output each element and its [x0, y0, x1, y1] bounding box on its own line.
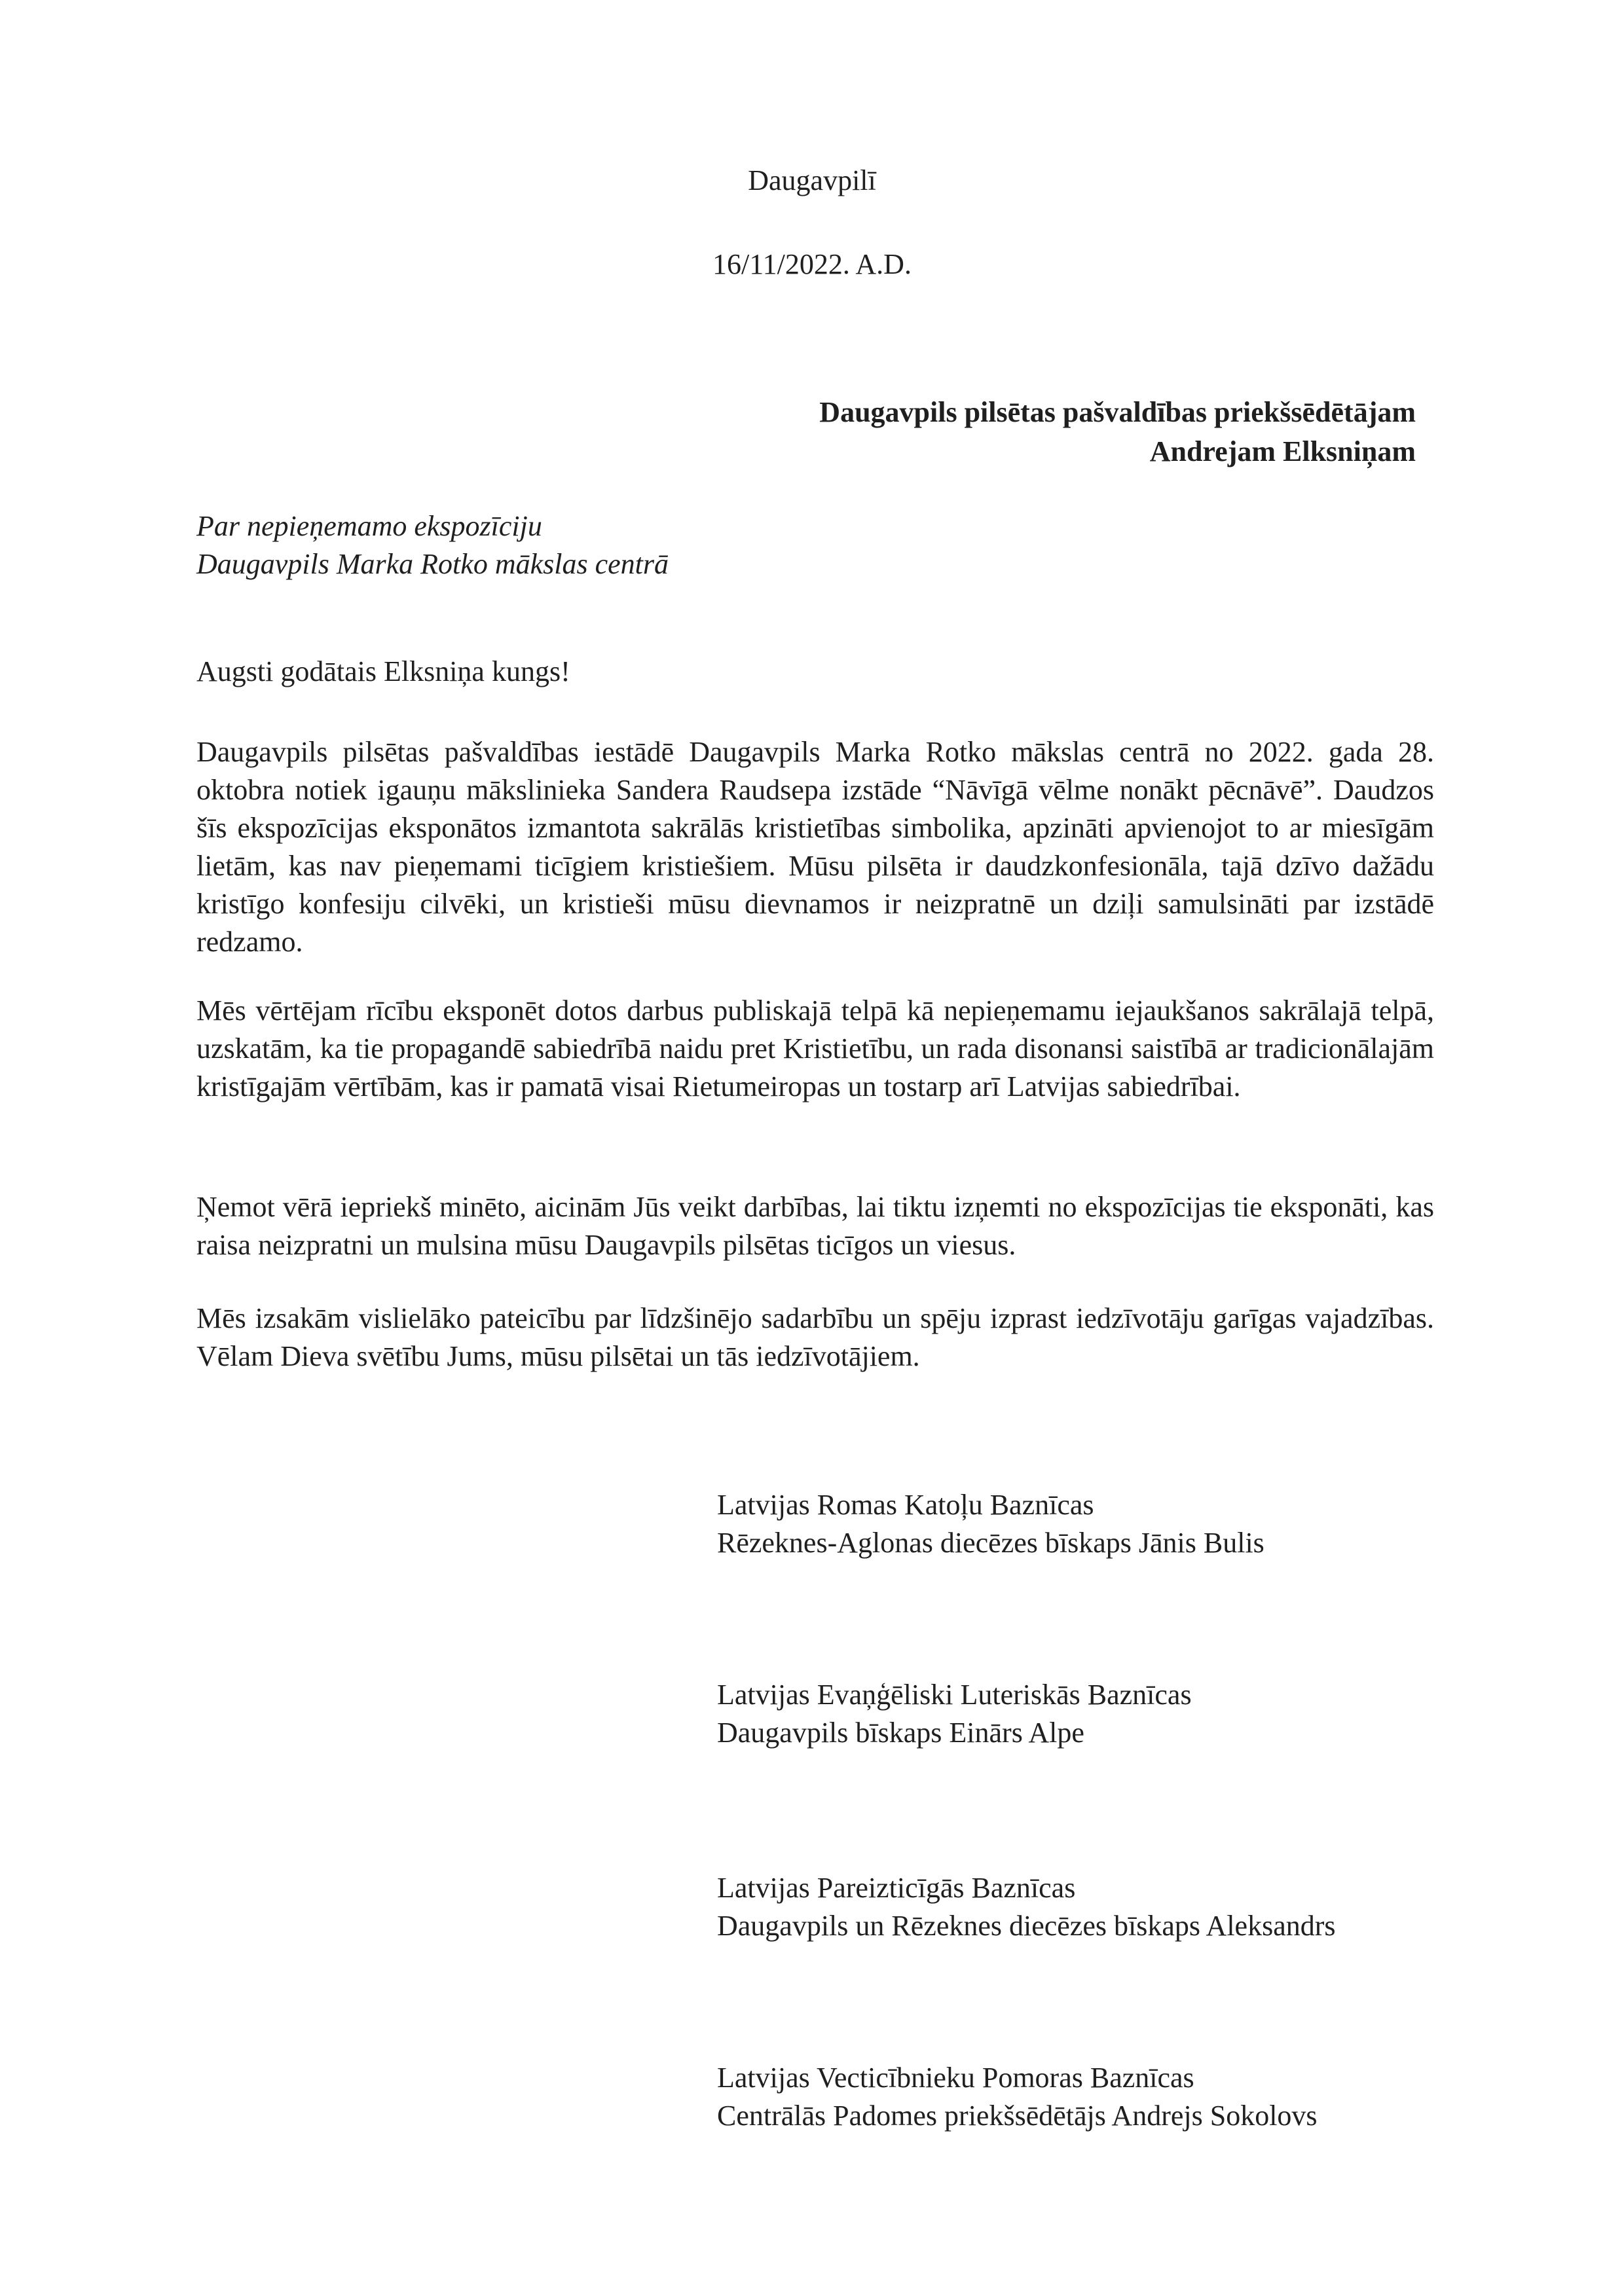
place-text: Daugavpilī — [748, 164, 876, 196]
signature-block-orthodox — [717, 1869, 1336, 1945]
signature-block-catholic — [717, 1486, 1264, 1562]
signature-church: Latvijas Vecticībnieku Pomoras Baznīcas — [717, 2062, 1194, 2094]
paragraph-4: Mēs izsakām vislielāko pateicību par līdzšinējo sadarbību un spēju izprast iedzīvotāju garīgas vajadzības. Vēlam Dieva svētību Jums, mūsu pilsētai un tās iedzīvotājiem. — [196, 1302, 1434, 1372]
paragraph-1: Daugavpils pilsētas pašvaldības iestādē Daugavpils Marka Rotko mākslas centrā no 2022. gada 28. oktobra notiek igauņu mākslinieka Sandera Raudsepa izstāde “Nāvīgā vēlme nonākt pēcnāvē”. Daudzos šīs ekspozīcijas eksponātos izmantota sakrālās kristietības simbolika, apzināti apvienojot to ar miesīgām lietām, kas nav pieņemami ticīgiem kristiešiem. Mūsu pilsēta ir daudzkonfesionāla, tajā dzīvo dažādu kristīgo konfesiju cilvēki, un kristieši mūsu dievnamos ir neizpratnē un dziļi samulsināti par izstādē redzamo. — [196, 736, 1434, 958]
date-text: 16/11/2022. A.D. — [712, 248, 912, 280]
paragraph-2: Mēs vērtējam rīcību eksponēt dotos darbus publiskajā telpā kā nepieņemamu iejaukšanos sakrālajā telpā, uzskatām, ka tie propagandē sabiedrībā naidu pret Kristietību, un rada disonansi saistībā ar tradicionālajām kristīgajām vērtībām, kas ir pamatā visai Rietumeiropas un tostarp arī Latvijas sabiedrībai. — [196, 994, 1434, 1102]
paragraph-3: Ņemot vērā iepriekš minēto, aicinām Jūs veikt darbības, lai tiktu izņemti no ekspozīcijas tie eksponāti, kas raisa neizpratni un mulsina mūsu Daugavpils pilsētas ticīgos un viesus. — [196, 1191, 1434, 1261]
signature-block-old-believers — [717, 2059, 1318, 2135]
subject-line-1: Par nepieņemamo ekspozīciju — [196, 510, 542, 542]
recipient-block — [819, 393, 1416, 471]
signature-church: Latvijas Evaņģēliski Luteriskās Baznīcas — [717, 1679, 1192, 1711]
signature-church: Latvijas Romas Katoļu Baznīcas — [717, 1489, 1094, 1521]
subject-block — [196, 507, 669, 583]
recipient-line-2: Andrejam Elksniņam — [1149, 435, 1416, 467]
greeting: Augsti godātais Elksniņa kungs! — [196, 655, 570, 687]
recipient-line-1: Daugavpils pilsētas pašvaldības priekšsēdētājam — [819, 396, 1416, 428]
letter-place — [0, 164, 1624, 197]
signature-signatory: Daugavpils un Rēzeknes diecēzes bīskaps Aleksandrs — [717, 1910, 1336, 1942]
signature-church: Latvijas Pareizticīgās Baznīcas — [717, 1872, 1076, 1904]
letter-date — [0, 247, 1624, 281]
signature-signatory: Centrālās Padomes priekšsēdētājs Andrejs Sokolovs — [717, 2100, 1318, 2132]
signature-block-lutheran — [717, 1676, 1192, 1752]
signature-signatory: Rēzeknes-Aglonas diecēzes bīskaps Jānis Bulis — [717, 1527, 1264, 1559]
subject-line-2: Daugavpils Marka Rotko mākslas centrā — [196, 548, 669, 580]
signature-signatory: Daugavpils bīskaps Einārs Alpe — [717, 1717, 1084, 1749]
